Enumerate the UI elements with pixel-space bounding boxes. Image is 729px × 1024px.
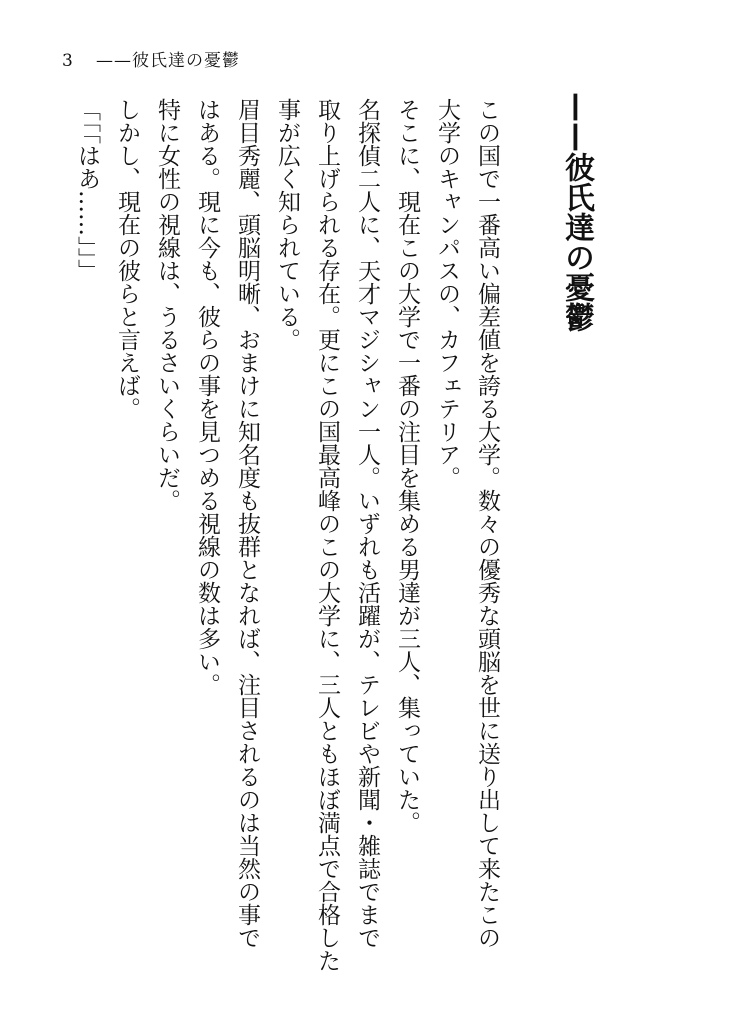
text-line: しかし、現在の彼らと言えば。 [114,98,140,420]
text-line: 名探偵二人に、天才マジシャン一人。いずれも活躍が、テレビや新聞・雑誌でまで [354,98,380,949]
text-line: そこに、現在この大学で一番の注目を集める男達が三人、集っていた。 [394,98,420,834]
running-head [62,46,240,71]
text-line: はある。現に今も、彼らの事を見つめる視線の数は多い。 [194,98,220,696]
page-number: 3 [62,51,74,71]
text-line: 眉目秀麗、頭脳明晰、おまけに知名度も抜群となれば、注目されるのは当然の事で [234,98,260,949]
text-line: 事が広く知られている。 [274,98,300,351]
text-line: この国で一番高い偏差値を誇る大学。数々の優秀な頭脳を世に送り出して来たこの [474,98,500,949]
text-line: 大学のキャンパスの、カフェテリア。 [434,98,460,489]
running-title: ——彼氏達の憂鬱 [96,51,240,71]
body-text [67,98,507,978]
text-line: 特に女性の視線は、うるさいくらいだ。 [154,98,180,512]
text-line: 取り上げられる存在。更にこの国最高峰のこの大学に、三人ともほぼ満点で合格した [314,98,340,972]
chapter-title: ——彼氏達の憂鬱 [559,92,594,332]
text-line: 「「「はあ……」」」 [74,98,100,282]
